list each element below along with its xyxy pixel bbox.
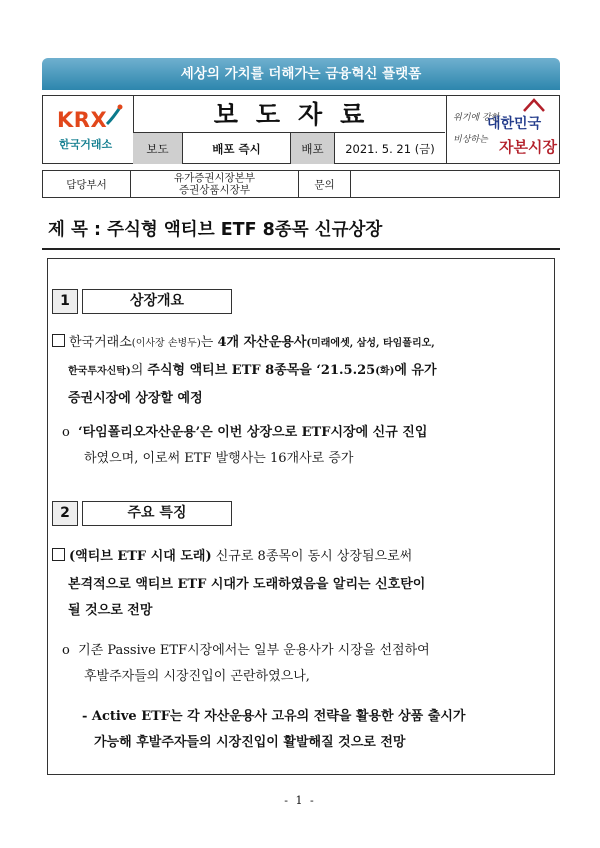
emblem-line2: 비상하는 [453,135,488,145]
dept-label: 담당부서 [43,171,131,197]
emblem [446,96,559,163]
subject-divider [42,248,560,250]
slogan-banner: 세상의 가치를 더해가는 금융혁신 플랫폼 [42,58,560,90]
section2-para2-line1: ο 기존 Passive ETF시장에서는 일부 운용사가 시장을 선점하여 [62,643,430,658]
header-value-release: 배포 즉시 [183,133,291,164]
header-label-date: 배포 [291,133,335,164]
circle-bullet-icon: ο [62,425,70,440]
header-value-date: 2021. 5. 21 (금) [345,141,435,156]
section2-para1-line1: (액티브 ETF 시대 도래) 신규로 8종목이 동시 상장됨으로써 [52,545,412,564]
logo-swoosh-icon [105,104,123,126]
section1-number: 1 [52,289,78,314]
krx-logo [43,96,134,163]
dept-value [131,171,299,197]
section1-para2-line2: 하였으며, 이로써 ETF 발행사는 16개사로 증가 [84,451,354,466]
section2-para3-line2: 가능해 후발주자들의 시장진입이 활발해질 것으로 전망 [94,735,406,750]
emblem-line1: 위기에 강한 [453,113,500,123]
dept-line2: 증권상품시장부 [178,184,250,196]
logo-name: 한국거래소 [59,138,113,151]
section2-number: 2 [52,501,78,526]
contact-label: 문의 [299,171,351,197]
dept-line1: 유가증권시장본부 [173,172,256,184]
emblem-line4: 자본시장 [499,138,557,156]
section1-para1-line2: 한국투자신탁)의 주식형 액티브 ETF 8종목을 ‘21.5.25(화)에 유가 [68,363,437,378]
contact-table [42,170,560,198]
page-title: 보도자료 [213,100,383,129]
body-box [47,258,555,775]
subject-line: 제 목 : 주식형 액티브 ETF 8종목 신규상장 [48,220,383,240]
emblem-line3: 대한민국 [487,116,542,132]
section1-title: 상장개요 [82,289,232,314]
section1-para1-line1: 한국거래소(이사장 손병두)는 4개 자산운용사(미래에셋, 삼성, 타임폴리오, [52,331,435,350]
header-label-report: 보도 [133,133,183,164]
section2-para1-line3: 될 것으로 전망 [68,603,153,618]
page-number: - 1 - [284,794,316,807]
section2-para3-line1: - Active ETF는 각 자산운용사 고유의 전략을 활용한 상품 출시가 [82,709,466,724]
section2-para2-line2: 후발주자들의 시장진입이 곤란하였으나, [84,669,310,684]
circle-bullet-icon: ο [62,643,70,658]
contact-value [351,171,559,197]
square-bullet-icon [52,334,65,347]
square-bullet-icon [52,548,65,561]
emblem-roof-icon [523,98,545,112]
section2-title: 주요 특징 [82,501,232,526]
section2-para1-line2: 본격적으로 액티브 ETF 시대가 도래하였음을 알리는 신호탄이 [68,577,426,592]
header-table [42,95,560,164]
section1-para2-line1: ο ‘타임폴리오자산운용’은 이번 상장으로 ETF시장에 신규 진입 [62,425,428,440]
section1-para1-line3: 증권시장에 상장할 예정 [68,391,203,406]
header-row [133,132,445,164]
logo-brand: KRX [57,108,108,132]
